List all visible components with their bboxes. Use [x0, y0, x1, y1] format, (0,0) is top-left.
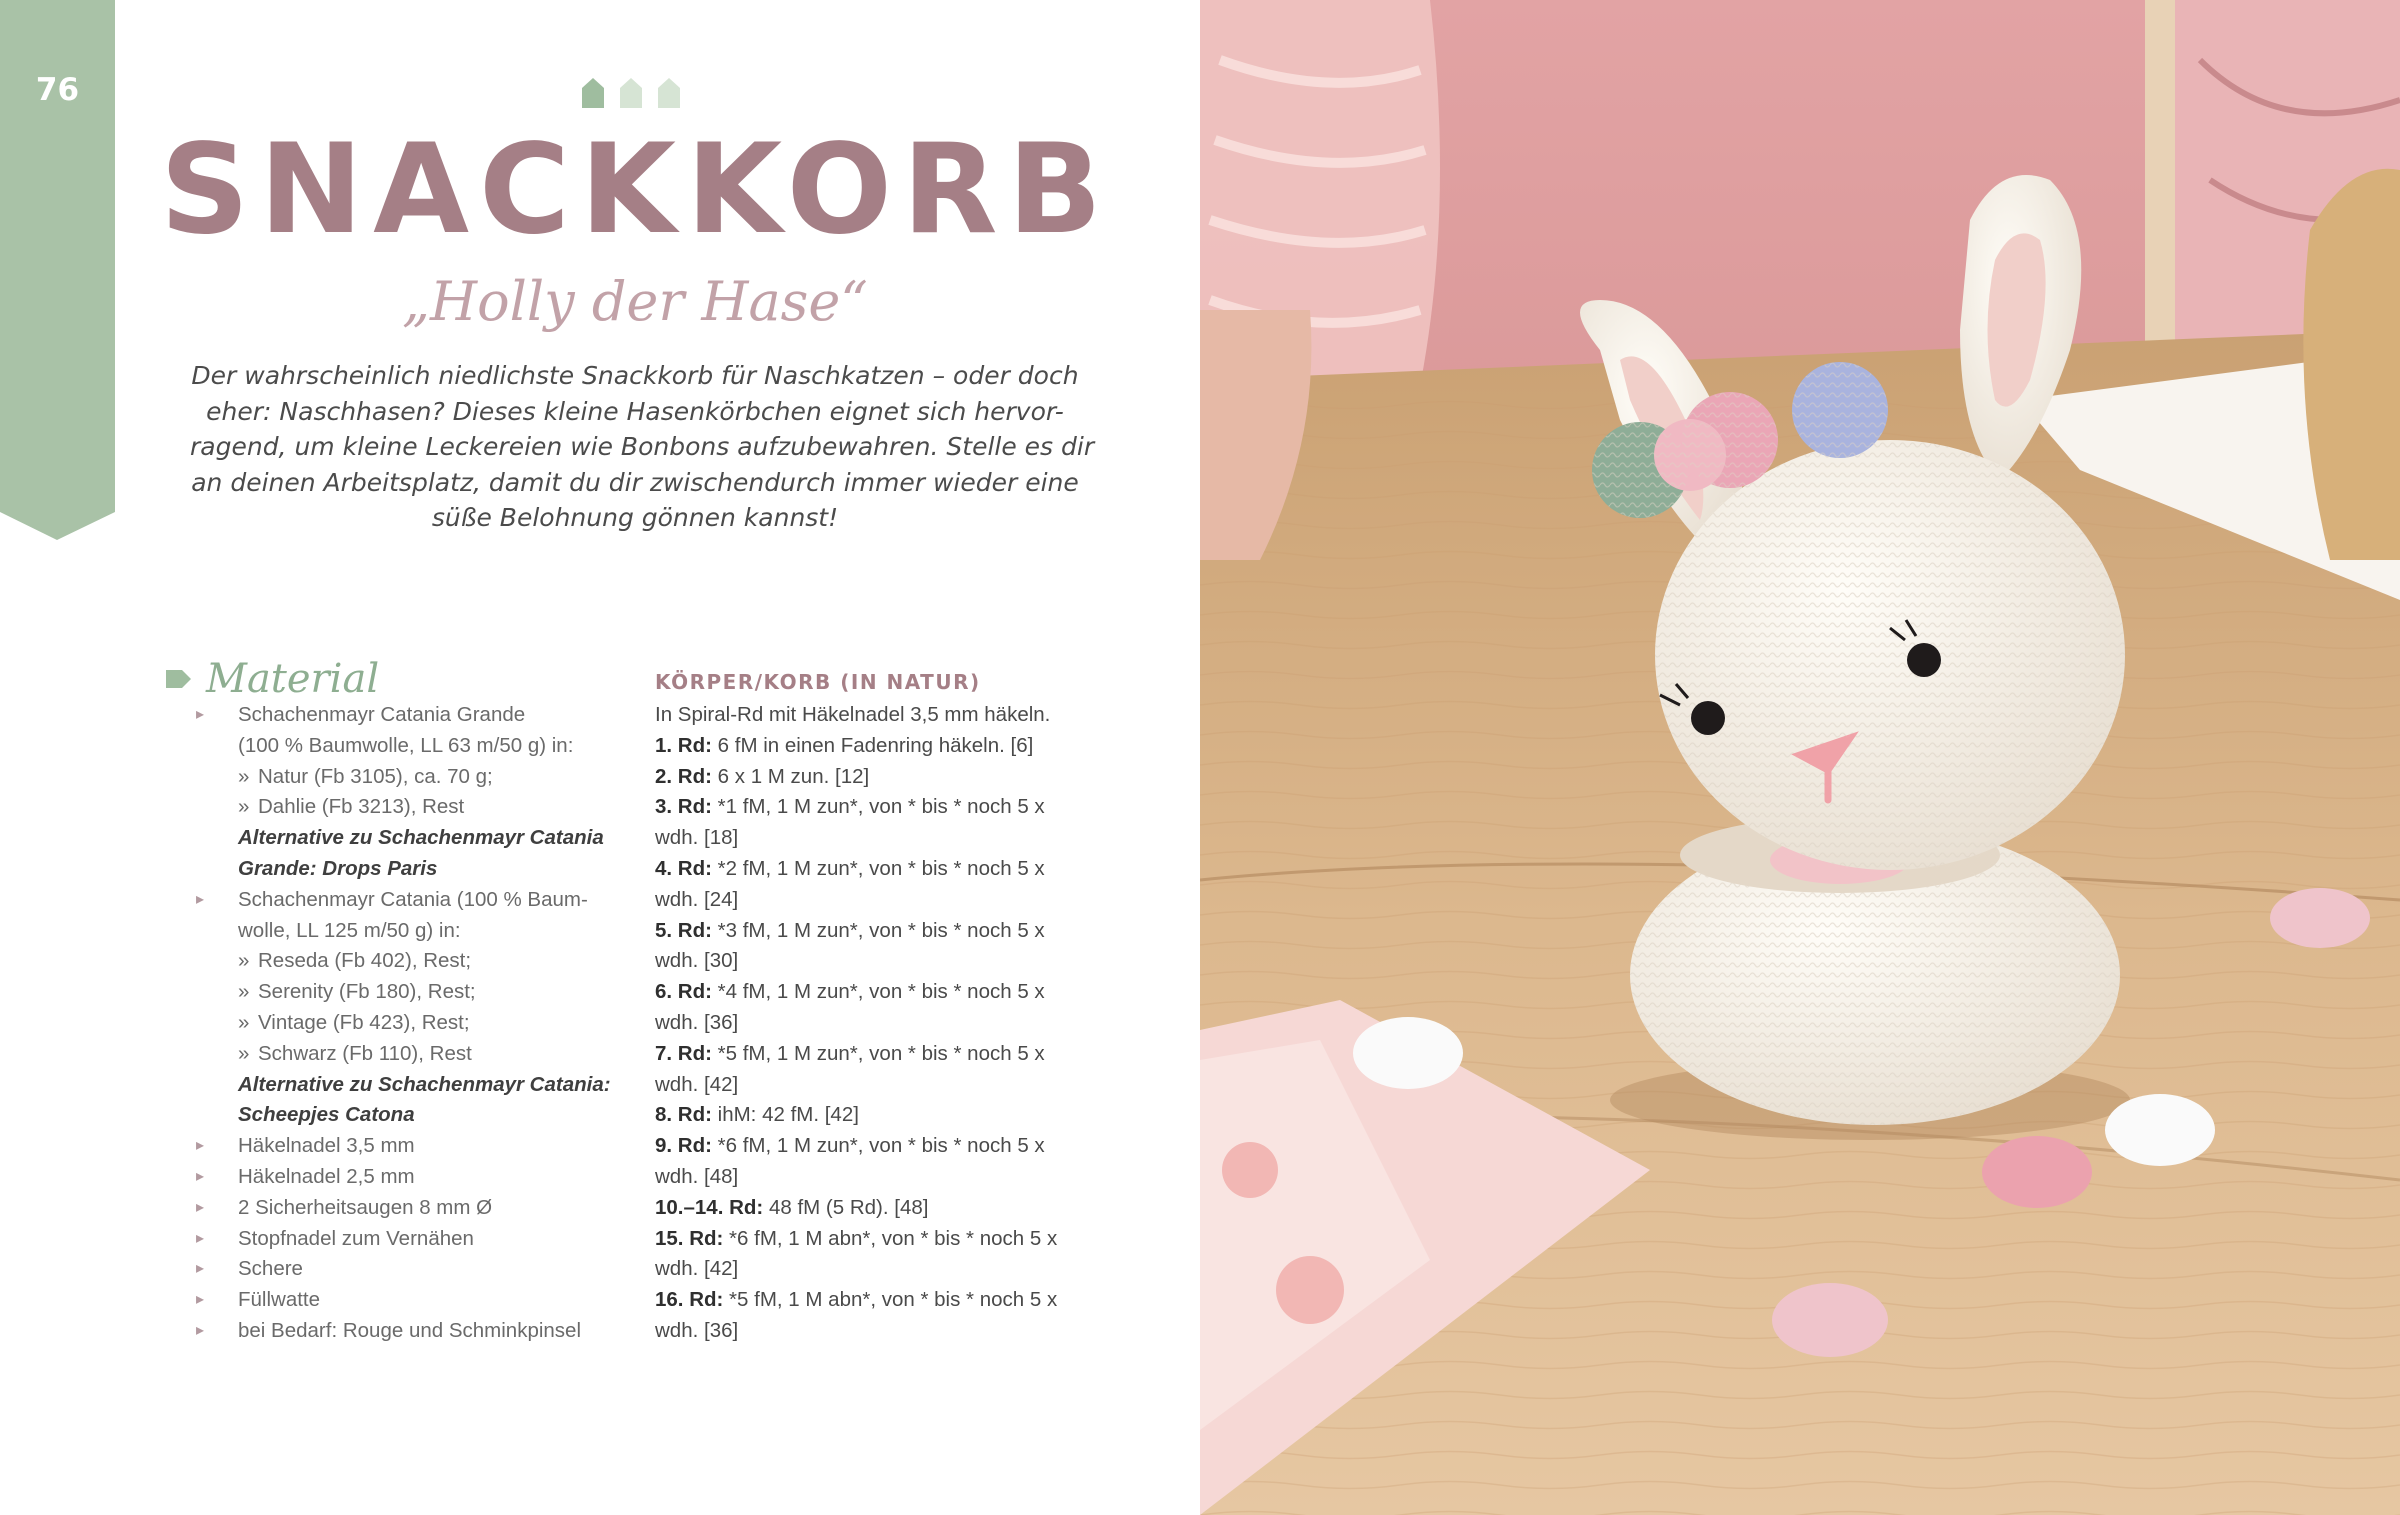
round-label: 1. Rd: [655, 733, 712, 757]
material-list-item: » Serenity (Fb 180), Rest; [196, 977, 646, 1008]
material-alternative-note: Alternative zu Schachenmayr Catania [238, 826, 604, 850]
material-alternative-note: Alternative zu Schachenmayr Catania: [238, 1072, 611, 1096]
round-text: wdh. [36] [655, 1010, 739, 1034]
material-list-item: ▸ Häkelnadel 3,5 mm [196, 1131, 646, 1162]
house-icon [658, 78, 680, 108]
instruction-line [655, 1070, 1115, 1101]
round-text: wdh. [48] [655, 1164, 739, 1188]
round-text: In Spiral-Rd mit Häkelnadel 3,5 mm häkeln. [655, 703, 1051, 726]
round-text: wdh. [30] [655, 949, 739, 973]
bunny-eye-right [1907, 643, 1941, 677]
instruction-line [655, 823, 1115, 854]
instruction-line [655, 1316, 1115, 1347]
material-list-item: » Vintage (Fb 423), Rest; [196, 1008, 646, 1039]
round-label: 15. Rd: [655, 1226, 724, 1250]
page-number: 76 [35, 72, 80, 108]
instruction-line [655, 1285, 1115, 1316]
round-text: wdh. [42] [655, 1257, 739, 1281]
material-list-item: wolle, LL 125 m/50 g) in: [238, 918, 461, 942]
round-text: wdh. [42] [655, 1072, 739, 1096]
material-list-item: ▸ Schachenmayr Catania (100 % Baum- [196, 885, 646, 916]
candy-pink [1772, 1283, 1888, 1357]
intro-line: süße Belohnung gönnen kannst! [431, 503, 839, 532]
round-text: *5 fM, 1 M zun*, von * bis * noch 5 x [711, 1041, 1045, 1065]
round-text: *1 fM, 1 M zun*, von * bis * noch 5 x [711, 795, 1045, 819]
round-text: 48 fM (5 Rd). [48] [763, 1195, 929, 1219]
instruction-line [655, 1008, 1115, 1039]
round-text: *6 fM, 1 M abn*, von * bis * noch 5 x [723, 1226, 1058, 1250]
round-label: 2. Rd: [655, 764, 712, 788]
round-label: 10.–14. Rd: [655, 1195, 764, 1219]
candy-pink [1982, 1136, 2092, 1208]
material-heading-label: Material [206, 656, 380, 702]
instruction-line [655, 731, 1115, 762]
page-title: SNACKKORB [160, 118, 1113, 262]
instruction-line [655, 854, 1115, 885]
material-list-item: ▸ Häkelnadel 2,5 mm [196, 1162, 646, 1193]
material-alternative-note: Scheepjes Catona [238, 1103, 415, 1127]
instructions-heading: KÖRPER/KORB (IN NATUR) [655, 670, 981, 694]
material-list-item: ▸ Stopfnadel zum Vernähen [196, 1224, 646, 1255]
intro-line: an deinen Arbeitsplatz, damit du dir zwischendurch immer wieder eine [191, 467, 1079, 497]
round-text: wdh. [36] [655, 1318, 739, 1342]
round-label: 8. Rd: [655, 1103, 712, 1127]
round-text: *6 fM, 1 M zun*, von * bis * noch 5 x [711, 1134, 1045, 1158]
candy-white [2105, 1094, 2215, 1166]
instruction-line [655, 700, 1115, 731]
instruction-line [655, 1100, 1115, 1131]
intro-line: eher: Naschhasen? Dieses kleine Hasenkörbchen eignet sich hervor- [206, 396, 1064, 426]
house-icons-decoration [580, 76, 690, 110]
woven-basket [2303, 169, 2400, 560]
round-text: *3 fM, 1 M zun*, von * bis * noch 5 x [711, 918, 1045, 942]
bunny-photo [1200, 0, 2400, 1515]
instructions-list [655, 700, 1115, 1347]
material-list-item: ▸ Schachenmayr Catania Grande [196, 700, 646, 731]
round-label: 16. Rd: [655, 1288, 724, 1312]
instruction-line [655, 1224, 1115, 1255]
instruction-line [655, 1193, 1115, 1224]
house-icon [620, 78, 642, 108]
intro-line: Der wahrscheinlich niedlichste Snackkorb für Naschkatzen – oder doch [191, 361, 1079, 390]
candy-pink [2270, 888, 2370, 948]
instruction-line [655, 885, 1115, 916]
material-list-item: ▸ Füllwatte [196, 1285, 646, 1316]
round-text: *2 fM, 1 M zun*, von * bis * noch 5 x [711, 856, 1045, 880]
page-subtitle: „Holly der Hase“ [402, 270, 868, 333]
material-alternative-note: Grande: Drops Paris [238, 856, 438, 880]
round-text: ihM: 42 fM. [42] [711, 1103, 859, 1127]
candy-white [1353, 1017, 1463, 1089]
instruction-line [655, 1039, 1115, 1070]
instruction-line [655, 762, 1115, 793]
round-text: *4 fM, 1 M zun*, von * bis * noch 5 x [711, 980, 1045, 1004]
instruction-line [655, 792, 1115, 823]
instruction-line [655, 916, 1115, 947]
material-heading [166, 656, 466, 700]
house-icon [582, 78, 604, 108]
arrow-tag-icon [166, 668, 192, 690]
round-label: 6. Rd: [655, 980, 712, 1004]
material-list [196, 700, 646, 1347]
material-list-item: » Natur (Fb 3105), ca. 70 g; [196, 762, 646, 793]
round-text: wdh. [18] [655, 826, 739, 850]
intro-paragraph [190, 358, 1095, 536]
instruction-line [655, 1131, 1115, 1162]
material-list-item: ▸ Schere [196, 1254, 646, 1285]
material-list-item: » Schwarz (Fb 110), Rest [196, 1039, 646, 1070]
material-list-item: » Reseda (Fb 402), Rest; [196, 946, 646, 977]
round-label: 5. Rd: [655, 918, 712, 942]
instruction-line [655, 1254, 1115, 1285]
material-list-item: (100 % Baumwolle, LL 63 m/50 g) in: [238, 733, 574, 757]
intro-line: ragend, um kleine Leckereien wie Bonbons aufzubewahren. Stelle es dir [190, 432, 1095, 461]
material-list-item: ▸ 2 Sicherheitsaugen 8 mm Ø [196, 1193, 646, 1224]
material-list-item: » Dahlie (Fb 3213), Rest [196, 792, 646, 823]
instruction-line [655, 1162, 1115, 1193]
round-label: 7. Rd: [655, 1041, 712, 1065]
round-label: 3. Rd: [655, 795, 712, 819]
round-text: 6 fM in einen Fadenring häkeln. [6] [711, 733, 1034, 757]
material-list-item: ▸ bei Bedarf: Rouge und Schminkpinsel [196, 1316, 646, 1347]
round-text: *5 fM, 1 M abn*, von * bis * noch 5 x [723, 1288, 1058, 1312]
instruction-line [655, 946, 1115, 977]
bunny-eye-left [1691, 701, 1725, 735]
round-text: wdh. [24] [655, 887, 739, 911]
round-label: 4. Rd: [655, 856, 712, 880]
instruction-line [655, 977, 1115, 1008]
round-label: 9. Rd: [655, 1134, 712, 1158]
round-text: 6 x 1 M zun. [12] [711, 764, 870, 788]
